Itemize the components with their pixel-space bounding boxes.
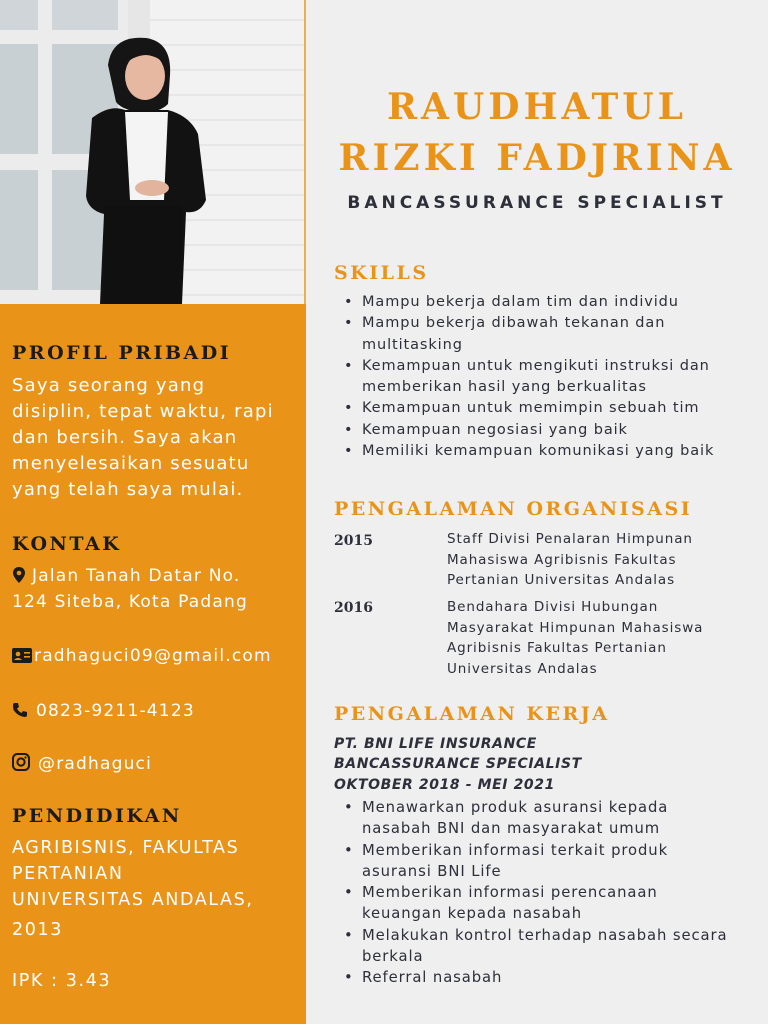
list-item-text: • Kemampuan untuk memimpin sebuah tim xyxy=(362,400,700,417)
skills-list xyxy=(344,292,714,462)
list-item-text: • Referral nasabah xyxy=(362,969,503,987)
org-line: Universitas Andalas xyxy=(447,660,598,677)
profil-line: dan bersih. Saya akan xyxy=(12,427,238,448)
pendidikan-text xyxy=(12,835,254,943)
list-item-text: • Memberikan informasi terkait produk xyxy=(362,841,669,859)
list-item-text: keuangan kepada nasabah xyxy=(362,905,583,923)
org-line: Agribisnis Fakultas Pertanian xyxy=(447,640,667,656)
ipk-text: IPK : 3.43 xyxy=(12,971,112,991)
pendidikan-heading: PENDIDIKAN xyxy=(12,805,182,827)
profile-photo xyxy=(0,0,306,304)
profil-line: yang telah saya mulai. xyxy=(12,479,244,500)
email-text[interactable]: radhaguci09@gmail.com xyxy=(34,646,272,666)
company-name: PT. BNI LIFE INSURANCE xyxy=(334,736,537,752)
list-item-text: multitasking xyxy=(362,336,463,353)
instagram-icon xyxy=(12,753,30,771)
profil-line: Saya seorang yang xyxy=(12,375,206,396)
profil-heading: PROFIL PRIBADI xyxy=(12,342,232,364)
list-item-text: • Kemampuan negosiasi yang baik xyxy=(362,421,628,438)
pendidikan-line: PERTANIAN xyxy=(12,864,124,884)
list-item xyxy=(344,420,714,441)
position-name: BANCASSURANCE SPECIALIST xyxy=(334,756,582,772)
org-year: 2015 xyxy=(334,533,373,549)
pendidikan-line: AGRIBISNIS, FAKULTAS xyxy=(12,838,240,858)
location-pin-icon xyxy=(12,567,26,583)
name-line-2: RIZKI FADJRINA xyxy=(338,137,736,179)
list-item-text: nasabah BNI dan masyarakat umum xyxy=(362,820,661,838)
list-item xyxy=(344,292,714,313)
list-item-text: memberikan hasil yang berkualitas xyxy=(362,379,647,396)
list-item xyxy=(344,797,727,840)
phone-text[interactable]: 0823-9211-4123 xyxy=(36,701,195,721)
kerja-list xyxy=(344,797,727,989)
kerja-heading: PENGALAMAN KERJA xyxy=(334,703,610,725)
list-item xyxy=(344,398,714,419)
list-item-text: • Mampu bekerja dalam tim dan individu xyxy=(362,294,679,310)
org-line: Bendahara Divisi Hubungan xyxy=(447,599,659,615)
email-row[interactable] xyxy=(12,643,272,669)
org-description xyxy=(447,529,693,591)
skills-heading: SKILLS xyxy=(334,262,429,284)
profil-text xyxy=(12,373,274,503)
list-item-text: • Kemampuan untuk mengikuti instruksi dan xyxy=(362,357,710,374)
name-line-1: RAUDHATUL xyxy=(387,86,687,128)
list-item xyxy=(344,313,714,356)
list-item-text: asuransi BNI Life xyxy=(362,862,502,880)
list-item-text: • Memiliki kemampuan komunikasi yang baik xyxy=(362,443,715,460)
phone-row[interactable] xyxy=(12,698,195,724)
list-item-text: berkala xyxy=(362,948,424,966)
left-column xyxy=(0,0,306,1024)
work-period: OKTOBER 2018 - MEI 2021 xyxy=(334,777,555,793)
instagram-text[interactable]: @radhaguci xyxy=(38,754,153,774)
org-line: Mahasiswa Agribisnis Fakultas xyxy=(447,551,677,568)
address-line-1 xyxy=(12,563,241,589)
phone-icon xyxy=(12,702,28,718)
org-line: Masyarakat Himpunan Mahasiswa xyxy=(447,619,704,636)
org-year: 2016 xyxy=(334,600,373,616)
org-line: Staff Divisi Penalaran Himpunan xyxy=(447,531,693,547)
list-item-text: • Memberikan informasi perencanaan xyxy=(362,884,658,902)
address-text: Jalan Tanah Datar No. xyxy=(32,566,241,586)
list-item xyxy=(344,441,714,462)
kontak-heading: KONTAK xyxy=(12,533,122,555)
org-line: Pertanian Universitas Andalas xyxy=(447,572,676,588)
list-item-text: • Mampu bekerja dibawah tekanan dan xyxy=(362,315,666,332)
organisasi-heading: PENGALAMAN ORGANISASI xyxy=(334,498,693,520)
email-card-icon xyxy=(12,648,32,663)
list-item-text: • Menawarkan produk asuransi kepada xyxy=(362,799,669,816)
pendidikan-line: 2013 xyxy=(12,920,63,940)
profile-photo-illustration xyxy=(0,0,306,304)
list-item xyxy=(344,967,727,988)
instagram-row[interactable] xyxy=(12,751,152,777)
org-description xyxy=(447,597,703,679)
list-item-text: • Melakukan kontrol terhadap nasabah secara xyxy=(362,926,728,944)
list-item xyxy=(344,356,714,399)
list-item xyxy=(344,840,727,883)
list-item xyxy=(344,925,727,968)
profil-line: disiplin, tepat waktu, rapi xyxy=(12,401,274,422)
job-title: BANCASSURANCE SPECIALIST xyxy=(347,193,727,213)
pendidikan-line: UNIVERSITAS ANDALAS, xyxy=(12,890,254,910)
list-item xyxy=(344,882,727,925)
profil-line: menyelesaikan sesuatu xyxy=(12,453,250,474)
address-line-2: 124 Siteba, Kota Padang xyxy=(12,592,248,612)
